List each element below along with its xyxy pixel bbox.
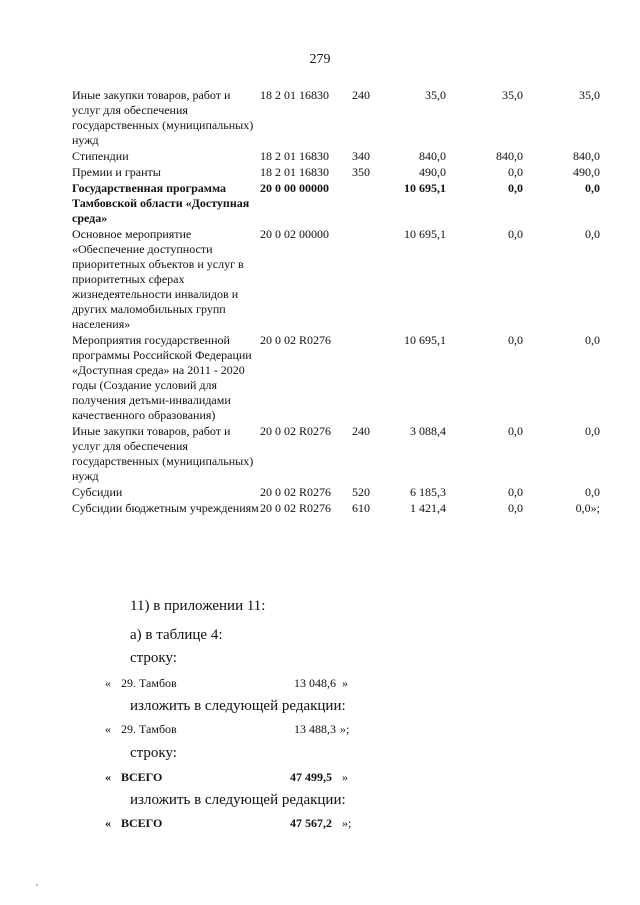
amendment-item-a: а) в таблице 4: [130,627,223,643]
row-value-1: 10 695,1 [404,333,446,347]
instruction-izlozhit-2: изложить в следующей редакции: [130,792,346,808]
row-name: Мероприятия государственной программы Российской Федерации «Доступная среда» на 2011 - 2020 годы (Создание условий для получения детьми-инвалидами качественного образования) [72,333,252,422]
row-value-1: 490,0 [419,165,446,179]
row-value-1: 6 185,3 [410,485,446,499]
row-value-3: 0,0»; [575,501,600,515]
row-value-1: 1 421,4 [410,501,446,515]
table-row [72,485,600,501]
row-expense-type: 520 [352,485,370,499]
row-name: Государственная программа Тамбовской области «Доступная среда» [72,181,250,225]
row-value-3: 0,0 [585,424,600,438]
row-expense-type [352,227,386,333]
table-row [72,165,600,181]
row-value-1: 10 695,1 [404,181,446,195]
row-name: Премии и гранты [72,165,161,179]
total-value-new: 47 567,2 [290,816,332,830]
row-expense-type: 340 [352,149,370,163]
row-value-2: 0,0 [508,501,523,515]
row-value-3: 35,0 [579,88,600,102]
row-value-2: 840,0 [496,149,523,163]
table-row [72,227,600,333]
quote-open-1: « [105,676,111,690]
page-number: 279 [309,52,331,67]
row-value-1: 840,0 [419,149,446,163]
table-row [72,333,600,424]
row-name: Субсидии [72,485,123,499]
row-name: Иные закупки товаров, работ и услуг для обеспечения государственных (муниципальных) нужд [72,88,254,147]
table-row [72,181,600,227]
amendment-item-11: 11) в приложении 11: [130,598,266,614]
total-label-old: ВСЕГО [121,770,163,784]
tambov-label-new: 29. Тамбов [121,722,177,736]
row-value-3: 0,0 [585,181,600,195]
quote-close-4: »; [342,816,352,830]
row-value-3: 840,0 [573,149,600,163]
row-value-1: 35,0 [425,88,446,102]
table-row [72,501,600,517]
tambov-value-old: 13 048,6 [294,676,336,690]
row-name: Субсидии бюджетным учреждениям [72,501,259,515]
row-name: Основное мероприятие «Обеспечение доступности приоритетных объектов и услуг в приоритетных сферах жизнедеятельности инвалидов и других маломобильных групп населения» [72,227,244,331]
row-code: 18 2 01 16830 [260,88,329,102]
row-code: 20 0 00 00000 [260,181,329,195]
row-expense-type: 240 [352,88,370,102]
row-name: Иные закупки товаров, работ и услуг для обеспечения государственных (муниципальных) нужд [72,424,254,483]
quote-open-2: « [105,722,111,736]
row-code: 20 0 02 R0276 [260,485,332,499]
row-code: 20 0 02 00000 [260,227,329,241]
instruction-izlozhit-1: изложить в следующей редакции: [130,698,346,714]
budget-table [72,88,600,517]
total-value-old: 47 499,5 [290,770,332,784]
row-expense-type: 240 [352,424,370,438]
row-value-2: 0,0 [508,485,523,499]
row-expense-type [352,333,386,424]
row-value-3: 0,0 [585,227,600,241]
row-value-2: 0,0 [508,333,523,347]
quote-close-2: »; [340,722,350,736]
row-code: 20 0 02 R0276 [260,424,332,438]
row-expense-type: 350 [352,165,370,179]
row-name: Стипендии [72,149,129,163]
row-expense-type: 610 [352,501,370,515]
row-code: 18 2 01 16830 [260,149,329,163]
row-value-1: 10 695,1 [404,227,446,241]
scan-speck [36,884,38,886]
row-value-2: 35,0 [502,88,523,102]
row-label-stroku-1: строку: [130,650,177,666]
table-row [72,149,600,165]
row-value-1: 3 088,4 [410,424,446,438]
row-code: 20 0 02 R0276 [260,501,332,515]
total-label-new: ВСЕГО [121,816,163,830]
tambov-value-new: 13 488,3 [294,722,336,736]
quote-open-4: « [105,816,111,830]
row-value-3: 0,0 [585,333,600,347]
row-value-2: 0,0 [508,424,523,438]
quote-open-3: « [105,770,111,784]
row-value-3: 490,0 [573,165,600,179]
row-code: 20 0 02 R0276 [260,333,332,347]
row-label-stroku-2: строку: [130,745,177,761]
row-code: 18 2 01 16830 [260,165,329,179]
table-row [72,424,600,485]
row-value-3: 0,0 [585,485,600,499]
budget-table-body [72,88,600,517]
row-value-2: 0,0 [508,165,523,179]
row-expense-type [352,181,386,227]
quote-close-1: » [342,676,348,690]
tambov-label-old: 29. Тамбов [121,676,177,690]
table-row [72,88,600,149]
row-value-2: 0,0 [508,227,523,241]
quote-close-3: » [342,770,348,784]
row-value-2: 0,0 [508,181,523,195]
